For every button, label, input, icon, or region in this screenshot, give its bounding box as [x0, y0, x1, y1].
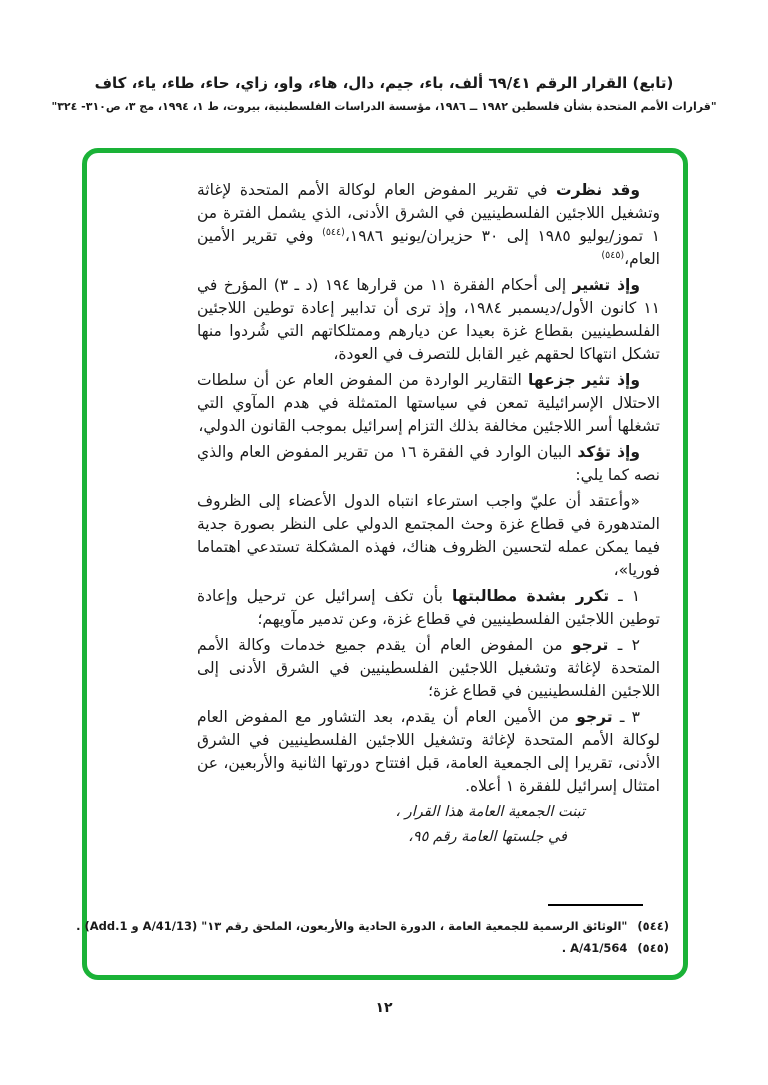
- footnote-number: (٥٤٥): [637, 941, 669, 955]
- resolution-paragraph: [197, 826, 567, 849]
- footnote-text: "الوثائق الرسمية للجمعية العامة ، الدورة الحادية والأربعون، الملحق رقم ١٣" (A/41/13 و Add.1) .: [76, 919, 628, 933]
- paragraph-lead-words: وإذ تشير: [572, 276, 640, 294]
- footnote-reference: (٥٤٤): [322, 226, 345, 238]
- paragraph-lead-words: وقد نظرت: [556, 181, 640, 199]
- paragraph-lead-words: ترجو: [576, 708, 613, 726]
- resolution-paragraph: [197, 585, 660, 631]
- paragraph-text: بأن تكف إسرائيل عن ترحيل وإعادة توطين اللاجئين الفلسطينيين في قطاع غزة، وعن تدمير مآويهم؛: [197, 587, 660, 628]
- resolution-frame: [76, 148, 688, 980]
- footnote-reference: (٥٤٥): [601, 249, 625, 261]
- page-header: [0, 74, 768, 113]
- resolution-paragraph: [197, 706, 660, 798]
- page-number: ١٢: [375, 1000, 393, 1016]
- resolution-paragraph: [197, 369, 660, 438]
- resolution-paragraph: [197, 441, 660, 487]
- footnotes-section: [76, 904, 669, 959]
- footnote-text: A/41/564 .: [561, 941, 628, 955]
- paragraph-text: «وأعتقد أن عليّ واجب استرعاء انتباه الدول الأعضاء إلى الظروف المتدهورة في قطاع غزة وحث المجتمع الدولي على النظر بصورة جدية فيما يمكن عمله لتحسين الظروف هناك، فهذه المشكلة تستدعي اهتماما فوريا»،: [197, 492, 660, 579]
- paragraph-text: تبنت الجمعية العامة هذا القرار ،: [395, 804, 585, 820]
- paragraph-text: ١ ـ: [609, 587, 641, 605]
- footnote-544: [76, 915, 669, 937]
- resolution-paragraph: [197, 801, 585, 824]
- paragraph-text: في جلستها العامة رقم ٩٥،: [408, 829, 567, 845]
- resolution-paragraph: [197, 634, 660, 703]
- paragraph-lead-words: وإذ تؤكد: [577, 443, 640, 461]
- resolution-body: [197, 179, 660, 851]
- paragraph-text: من الأمين العام أن يقدم، بعد التشاور مع المفوض العام لوكالة الأمم المتحدة لإغاثة وتشغيل اللاجئين الفلسطينيين في الشرق الأدنى، تقريرا إلى الجمعية العامة، قبل افتتاح دورتها الثانية والأربعين، عن امتثال إسرائيل للفقرة ١ أعلاه.: [197, 708, 660, 795]
- paragraph-text: التقارير الواردة من المفوض العام عن أن سلطات الاحتلال الإسرائيلية تمعن في سياستها المتمثلة في هدم المآوي التي تشغلها أسر اللاجئين مخالفة بذلك التزام إسرائيل بموجب القانون الدولي،: [197, 371, 660, 435]
- source-citation: "قرارات الأمم المتحدة بشأن فلسطين ١٩٨٢ ــ ١٩٨٦، مؤسسة الدراسات الفلسطينية، بيروت، ط ١، ١٩٩٤، مج ٣، ص٣١٠- ٣٢٤": [51, 100, 717, 113]
- resolution-paragraph: [197, 490, 660, 582]
- footnote-number: (٥٤٤): [637, 919, 669, 933]
- paragraph-text: ٢ ـ: [608, 636, 640, 654]
- resolution-paragraph: [197, 274, 660, 366]
- paragraph-lead-words: ترجو: [571, 636, 609, 654]
- paragraph-text: من المفوض العام أن يقدم جميع خدمات وكالة الأمم المتحدة لإغاثة وتشغيل اللاجئين الفلسطينيين في الشرق الأدنى إلى اللاجئين الفلسطينيين في قطاع غزة؛: [197, 636, 660, 700]
- paragraph-lead-words: تكرر بشدة مطالبتها: [452, 587, 610, 605]
- paragraph-text: إلى أحكام الفقرة ١١ من قرارها ١٩٤ (د ـ ٣) المؤرخ في ١١ كانون الأول/ديسمبر ١٩٨٤، وإذ ترى أن تدابير إعادة توطين اللاجئين الفلسطينيين بقطاع غزة بعيدا عن ديارهم وممتلكاتهم التي شُردوا منها تشكل انتهاكا لحقهم غير القابل للتصرف في العودة،: [197, 276, 661, 363]
- paragraph-text: وفي تقرير الأمين العام،: [197, 227, 660, 268]
- footnote-545: [107, 937, 669, 959]
- paragraph-lead-words: وإذ تثير جزعها: [528, 371, 641, 389]
- resolution-paragraph: [197, 179, 660, 271]
- paragraph-text: ٣ ـ: [612, 708, 640, 726]
- resolution-continuation-title: (تابع) القرار الرقم ٦٩/٤١ ألف، باء، جيم، دال، هاء، واو، زاي، حاء، طاء، ياء، كاف: [94, 74, 674, 92]
- paragraph-text: في تقرير المفوض العام لوكالة الأمم المتحدة لإغاثة وتشغيل اللاجئين الفلسطينيين في الشرق الأدنى، الذي يشمل الفترة من ١ تموز/يوليو ١٩٨٥ إلى ٣٠ حزيران/يونيو ١٩٨٦،: [197, 181, 660, 245]
- footnote-separator: [548, 904, 643, 906]
- paragraph-text: البيان الوارد في الفقرة ١٦ من تقرير المفوض العام والذي نصه كما يلي:: [197, 443, 660, 484]
